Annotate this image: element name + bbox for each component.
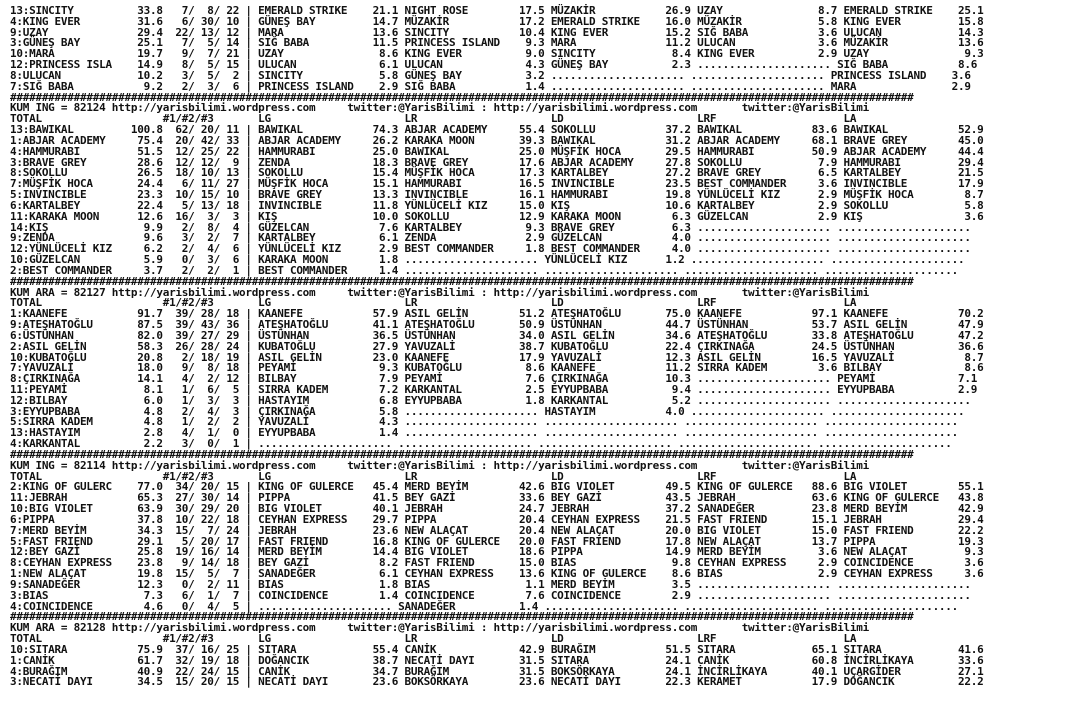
race-header: KUM ARA = 82128 http://yarisbilimi.wordpress.com twitter:@YarisBilimi : http://yarisbilimi.wordpress.com twitter:@YarisBilimi: [10, 621, 869, 635]
data-row: 8:CEYHAN EXPRESS 23.8 9/ 14/ 18 | BEY GAZİ 8.2 FAST FRIEND 15.0 BIAS 9.8 CEYHAN EXPRESS 2.9 COINCIDENCE 3.6: [10, 556, 984, 570]
data-row: 6:KARTALBEY 22.4 5/ 13/ 18 | INVINCIBLE 11.8 YÜNLÜCELİ KIZ 15.0 KIŞ 10.6 KARTALBEY 2.9 SOKOLLU 5.8: [10, 198, 984, 212]
data-row: 13:BAWIKAL 100.8 62/ 20/ 11 | BAWIKAL 74.3 ABJAR ACADEMY 55.4 SOKOLLU 37.2 BAWIKAL 83.6 BAWIKAL 52.9: [10, 123, 984, 137]
data-row: 3:BIAS 7.3 6/ 1/ 7 | COINCIDENCE 1.4 COINCIDENCE 7.6 COINCIDENCE 2.9 ..................... .....................: [10, 588, 971, 602]
data-row: 4:KING EVER 31.6 6/ 30/ 10 | GÜNEŞ BAY 14.7 MÜZAKİR 17.2 EMERALD STRIKE 16.0 MÜZAKİR 5.8 KING EVER 15.8: [10, 14, 984, 28]
data-row: 9:SANADEĞER 12.3 0/ 2/ 11 | BIAS 1.8 BIAS 1.1 MERD BEYİM 3.5 ..................... .....................: [10, 577, 971, 591]
data-row: 13:HASTAYIM 2.8 4/ 1/ 0 | EYYUPBABA 1.4 ..................... ..................... ..................... .....................: [10, 426, 959, 440]
data-row: 4:COINCIDENCE 4.6 0/ 4/ 5 | ..................... SANADEĞER 1.4 ..................... ..................... .....................: [10, 599, 959, 613]
data-row: 11:JEBRAH 65.3 27/ 30/ 14 | PIPPA 41.5 BEY GAZİ 33.6 BEY GAZİ 43.5 JEBRAH 63.6 KING OF GULERCE 43.8: [10, 491, 984, 505]
data-row: 11:KARAKA MOON 12.6 16/ 3/ 3 | KIŞ 10.0 SOKOLLU 12.9 KARAKA MOON 6.3 GÜZELCAN 2.9 KIŞ 3.6: [10, 209, 984, 223]
data-row: 7:YAVUZALİ 18.0 9/ 8/ 18 | PEYAMİ 9.3 KUBATOĞLU 8.6 KAANEFE 11.2 SIRRA KADEM 3.6 BILBAY 8.6: [10, 361, 984, 375]
data-row: 11:PEYAMİ 8.1 1/ 6/ 5 | SIRRA KADEM 7.2 KARKANTAL 2.5 EYYUPBABA 9.4 ..................... EYYUPBABA 2.9: [10, 382, 978, 396]
data-row: 10:MARA 19.7 9/ 7/ 21 | UZAY 8.6 KING EVER 9.0 SINCITY 8.4 KING EVER 2.9 UZAY 9.3: [10, 47, 984, 61]
data-row: 2:ASIL GELİN 58.3 26/ 28/ 24 | KUBATOĞLU 27.9 YAVUZALİ 38.7 KUBATOĞLU 22.4 ÇIRKINAĞA 24.5 ÜSTÜNHAN 36.6: [10, 339, 984, 353]
data-row: 12:BILBAY 6.0 1/ 3/ 3 | HASTAYIM 6.8 EYYUPBABA 1.8 KARKANTAL 5.2 ..................... .....................: [10, 393, 971, 407]
data-row: 6:ÜSTÜNHAN 82.0 39/ 27/ 29 | ÜSTÜNHAN 36.5 ÜSTÜNHAN 34.0 ASIL GELİN 34.6 ATEŞHATOĞLU 33.8 ATEŞHATOĞLU 47.2: [10, 328, 984, 342]
data-row: 14:KIŞ 9.9 2/ 8/ 4 | GÜZELCAN 7.6 KARTALBEY 9.3 BRAVE GREY 6.3 ..................... .....................: [10, 220, 971, 234]
data-row: 12:BEY GAZİ 25.8 19/ 16/ 14 | MERD BEYİM 14.4 BIG VIOLET 18.6 PIPPA 14.9 MERD BEYİM 3.6 NEW ALAÇAT 9.3: [10, 545, 984, 559]
data-row: 7:MÜŞFİK HOCA 24.4 6/ 11/ 27 | MÜŞFİK HOCA 15.1 HAMMURABI 16.5 INVINCIBLE 23.5 BEST COMMANDER 3.6 INVINCIBLE 17.9: [10, 177, 984, 191]
data-row: 8:ULUCAN 10.2 3/ 5/ 2 | SINCITY 5.8 GÜNEŞ BAY 3.2 ..................... ..................... PRINCESS ISLAND 3.6: [10, 68, 971, 82]
race-header: KUM ARA = 82127 http://yarisbilimi.wordpress.com twitter:@YarisBilimi : http://yarisbilimi.wordpress.com twitter:@YarisBilimi: [10, 285, 869, 299]
data-row: 3:GÜNEŞ BAY 25.1 7/ 5/ 14 | SIĞ BABA 11.5 PRINCESS ISLAND 9.3 MARA 11.2 ULUCAN 3.6 MÜZAKİR 13.6: [10, 36, 984, 50]
data-row: 4:HAMMURABI 51.5 12/ 25/ 22 | HAMMURABI 25.0 BAWIKAL 25.0 MÜŞFİK HOCA 29.5 HAMMURABI 50.9 ABJAR ACADEMY 44.4: [10, 144, 984, 158]
data-row: 10:KUBATOĞLU 20.8 2/ 18/ 19 | ASIL GELİN 23.0 KAANEFE 17.9 YAVUZALİ 12.3 ASIL GELİN 16.5 YAVUZALİ 8.7: [10, 350, 984, 364]
data-row: 2:BEST COMMANDER 3.7 2/ 2/ 1 | BEST COMMANDER 1.4 ..................... ..................... ..................... .....................: [10, 263, 959, 277]
race-header: KUM ING = 82114 http://yarisbilimi.wordpress.com twitter:@YarisBilimi : http://yarisbilimi.wordpress.com twitter:@YarisBilimi: [10, 458, 869, 472]
data-row: 9:UZAY 29.4 22/ 13/ 12 | MARA 13.6 SINCITY 10.4 KING EVER 15.2 SIĞ BABA 3.6 ULUCAN 14.3: [10, 25, 984, 39]
data-row: 2:KING OF GULERC 77.0 34/ 20/ 15 | KING OF GULERCE 45.4 MERD BEYİM 42.6 BIG VIOLET 49.5 KING OF GULERCE 88.6 BIG VIOLET 55.1: [10, 480, 984, 494]
column-header-row: TOTAL #1/#2/#3 LG LR LD LRF LA: [10, 296, 857, 310]
data-row: 7:MERD BEYİM 34.3 15/ 7/ 24 | JEBRAH 23.6 NEW ALAÇAT 20.4 NEW ALAÇAT 20.0 BIG VIOLET 15.0 FAST FRIEND 22.2: [10, 523, 984, 537]
data-row: 3:EYYUPBABA 4.8 2/ 4/ 3 | ÇIRKINAĞA 5.8 ..................... HASTAYIM 4.0 ..................... .....................: [10, 404, 965, 418]
data-row: 13:SINCITY 33.8 7/ 8/ 22 | EMERALD STRIKE 21.1 NIGHT ROSE 17.5 MÜZAKİR 26.9 UZAY 8.7 EMERALD STRIKE 25.1: [10, 4, 984, 17]
data-row: 3:BRAVE GREY 28.6 12/ 12/ 9 | ZENDA 18.3 BRAVE GREY 17.6 ABJAR ACADEMY 27.8 SOKOLLU 7.9 HAMMURABI 29.4: [10, 155, 984, 169]
data-row: 7:SIĞ BABA 9.2 2/ 3/ 6 | PRINCESS ISLAND 2.9 SIĞ BABA 1.4 ..................... ..................... MARA 2.9: [10, 79, 971, 93]
data-row: 12:PRINCESS ISLA 14.9 8/ 5/ 15 | ULUCAN 6.1 ULUCAN 4.3 GÜNEŞ BAY 2.3 ..................... SIĞ BABA 8.6: [10, 58, 978, 72]
section-separator: ##############################################################################################################################################: [10, 610, 914, 624]
data-row: 8:SOKOLLU 26.5 18/ 10/ 13 | SOKOLLU 15.4 MÜŞFİK HOCA 17.3 KARTALBEY 27.2 BRAVE GREY 6.5 KARTALBEY 21.5: [10, 166, 984, 180]
column-header-row: TOTAL #1/#2/#3 LG LR LD LRF LA: [10, 469, 857, 483]
data-row: 10:BIG VIOLET 63.9 30/ 29/ 20 | BIG VIOLET 40.1 JEBRAH 24.7 JEBRAH 37.2 SANADEĞER 23.8 MERD BEYİM 42.9: [10, 502, 984, 516]
data-row: 9:ZENDA 9.6 3/ 2/ 7 | KARTALBEY 6.1 ZENDA 2.9 GÜZELCAN 4.0 ..................... .....................: [10, 231, 971, 245]
data-row: 1:KAANEFE 91.7 39/ 28/ 18 | KAANEFE 57.9 ASIL GELİN 51.2 ATEŞHATOĞLU 75.0 KAANEFE 97.1 KAANEFE 70.2: [10, 307, 984, 321]
data-row: 3:NECATİ DAYI 34.5 15/ 20/ 15 | NECATİ DAYI 23.6 BOKSÖRKAYA 23.6 NECATİ DAYI 22.3 KERAMET 17.9 DOĞANCIK 22.2: [10, 675, 984, 689]
column-header-row: TOTAL #1/#2/#3 LG LR LD LRF LA: [10, 632, 857, 646]
data-row: 9:ATEŞHATOĞLU 87.5 39/ 43/ 36 | ATEŞHATOĞLU 41.1 ATEŞHATOĞLU 50.9 ÜSTÜNHAN 44.7 ÜSTÜNHAN 53.7 ASIL GELİN 47.9: [10, 318, 984, 332]
data-row: 4:BURAĞIM 40.9 22/ 24/ 15 | CANİK 34.7 BURAĞIM 31.5 BOKSÖRKAYA 24.1 İNCİRLİKAYA 40.1 UÇARGİDER 27.1: [10, 664, 984, 678]
data-row: 1:NEW ALAÇAT 19.8 15/ 5/ 7 | SANADEĞER 6.1 CEYHAN EXPRESS 13.6 KING OF GULERCE 8.6 BIAS 2.9 CEYHAN EXPRESS 3.6: [10, 567, 984, 581]
section-separator: ##############################################################################################################################################: [10, 447, 914, 461]
race-statistics-report: [10, 6, 1077, 688]
data-row: 10:SITARA 75.9 37/ 16/ 25 | SITARA 55.4 CANİK 42.9 BURAĞIM 51.5 SITARA 65.1 SITARA 41.6: [10, 642, 984, 656]
column-header-row: TOTAL #1/#2/#3 LG LR LD LRF LA: [10, 112, 857, 126]
data-row: 5:FAST FRIEND 29.1 5/ 20/ 17 | FAST FRIEND 16.8 KING OF GULERCE 20.0 FAST FRIEND 17.8 NEW ALAÇAT 13.7 PIPPA 19.3: [10, 534, 984, 548]
data-row: 8:ÇIRKINAĞA 14.1 4/ 2/ 12 | BILBAY 7.9 PEYAMİ 7.6 ÇIRKINAĞA 10.3 ..................... PEYAMİ 7.1: [10, 372, 978, 386]
section-separator: ##############################################################################################################################################: [10, 90, 914, 104]
data-row: 10:GÜZELCAN 5.9 0/ 3/ 6 | KARAKA MOON 1.8 ..................... YÜNLÜCELİ KIZ 1.2 ..................... .....................: [10, 253, 965, 267]
data-row: 12:YÜNLÜCELİ KIZ 6.2 2/ 4/ 6 | YÜNLÜCELİ KIZ 2.9 BEST COMMANDER 1.8 BEST COMMANDER 4.0 ..................... .....................: [10, 242, 971, 256]
data-row: 1:ABJAR ACADEMY 75.4 20/ 42/ 33 | ABJAR ACADEMY 26.2 KARAKA MOON 39.3 BAWIKAL 31.2 ABJAR ACADEMY 68.1 BRAVE GREY 45.0: [10, 133, 984, 147]
data-row: 4:KARKANTAL 2.2 3/ 0/ 1 | ..................... ..................... ..................... ..................... .....................: [10, 437, 952, 451]
data-row: 5:SIRRA KADEM 4.8 1/ 2/ 2 | YAVUZALİ 4.3 ..................... ..................... ..................... .....................: [10, 415, 959, 429]
race-header: KUM ING = 82124 http://yarisbilimi.wordpress.com twitter:@YarisBilimi : http://yarisbilimi.wordpress.com twitter:@YarisBilimi: [10, 101, 869, 115]
data-row: 1:CANİK 61.7 32/ 19/ 18 | DOĞANCIK 38.7 NECATİ DAYI 31.5 SITARA 24.1 CANİK 60.8 İNCİRLİKAYA 33.6: [10, 653, 984, 667]
data-row: 6:PIPPA 37.8 10/ 22/ 18 | CEYHAN EXPRESS 29.7 PIPPA 20.4 CEYHAN EXPRESS 21.5 FAST FRIEND 15.1 JEBRAH 29.4: [10, 512, 984, 526]
section-separator: ##############################################################################################################################################: [10, 274, 914, 288]
data-row: 5:INVINCIBLE 23.3 10/ 15/ 10 | BRAVE GREY 13.3 INVINCIBLE 16.1 HAMMURABI 19.8 YÜNLÜCELİ KIZ 2.9 MÜŞFİK HOCA 8.7: [10, 188, 984, 202]
